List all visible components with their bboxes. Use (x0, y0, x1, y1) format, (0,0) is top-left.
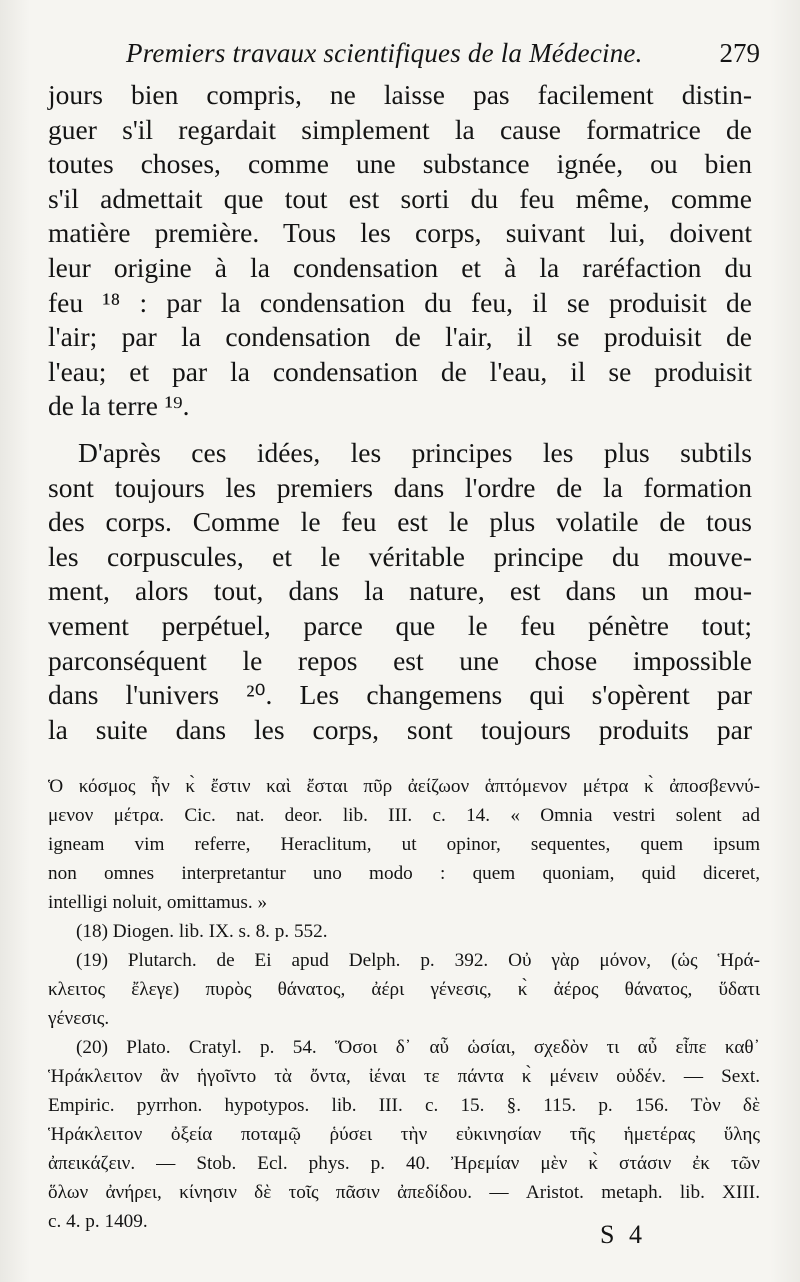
footnotes (48, 772, 760, 1236)
footnote-19: (19) Plutarch. de Ei apud Delph. p. 392. Οὐ γὰρ μόνον, (ὡς Ἡρά- (76, 950, 760, 971)
text-line: la suite dans les corps, sont toujours produits par (48, 713, 752, 745)
signature-mark: S 4 (600, 1220, 646, 1249)
footnote-line: μενον μέτρα. Cic. nat. deor. lib. III. c. 14. « Omnia vestri solent ad (48, 805, 760, 826)
footnote-line: Ὁ κόσμος ἦν κ̀ ἔστιν καὶ ἔσται πῦρ ἀείζωον ἁπτόμενον μέτρα κ̀ ἀποσβεννύ- (48, 776, 760, 797)
text-line: guer s'il regardait simplement la cause formatrice de (48, 113, 752, 145)
text-line: les corpuscules, et le véritable principe du mouve- (48, 540, 752, 572)
footnote-line: Ἡράκλειτον ὀξεία ποταμῷ ῥύσει τὴν εὐκινησίαν τῆς ἡμετέρας ὕλης (48, 1124, 760, 1145)
footnote-line: igneam vim referre, Heraclitum, ut opinor, sequentes, quem ipsum (48, 834, 760, 855)
footnote-line: Ἡράκλειτον ἂν ἡγοῖντο τὰ ὄντα, ἰέναι τε πάντα κ̀ μένειν οὐδέν. — Sext. (48, 1066, 760, 1087)
page-number: 279 (719, 38, 760, 68)
main-text (48, 78, 752, 747)
text-line: dans l'univers ²⁰. Les changemens qui s'opèrent par (48, 679, 752, 711)
text-line: vement perpétuel, parce que le feu pénètre tout; (48, 609, 752, 641)
footnote-line: intelligi noluit, omittamus. » (48, 892, 268, 913)
footnote-line: ἀπεικάζειν. — Stob. Ecl. phys. p. 40. Ἠρεμίαν μὲν κ̀ στάσιν ἐκ τῶν (48, 1153, 760, 1174)
text-line: D'après ces idées, les principes les plus subtils (78, 436, 752, 468)
page-header (48, 38, 760, 74)
text-line: leur origine à la condensation et à la raréfaction du (48, 251, 752, 283)
text-line: l'eau; et par la condensation de l'eau, il se produisit (48, 355, 752, 387)
text-line: ment, alors tout, dans la nature, est dans un mou- (48, 575, 752, 607)
text-line: feu ¹⁸ : par la condensation du feu, il se produisit de (48, 286, 752, 318)
footnote-line: κλειτος ἔλεγε) πυρὸς θάνατος, ἀέρι γένεσις, κ̀ ἀέρος θάνατος, ὕδατι (48, 979, 760, 1000)
text-line: matière première. Tous les corps, suivant lui, doivent (48, 217, 752, 249)
text-line: sont toujours les premiers dans l'ordre de la formation (48, 471, 752, 503)
footnote-line: γένεσις. (48, 1008, 110, 1029)
running-title: Premiers travaux scientifiques de la Médecine. (126, 38, 643, 68)
text-line: des corps. Comme le feu est le plus volatile de tous (48, 506, 752, 538)
text-line: toutes choses, comme une substance ignée, ou bien (48, 148, 752, 180)
footnote-line: ὅλων ἀνήρει, κίνησιν δὲ τοῖς πᾶσιν ἀπεδίδου. — Aristot. metaph. lib. XIII. (48, 1182, 760, 1203)
footnote-line: Empiric. pyrrhon. hypotypos. lib. III. c. 15. §. 115. p. 156. Τὸν δὲ (48, 1095, 760, 1116)
footnote-20: (20) Plato. Cratyl. p. 54. Ὅσοι δ᾽ αὖ ὡσίαι, σχεδὸν τι αὖ εἶπε καθ᾽ (76, 1037, 760, 1058)
text-line: l'air; par la condensation de l'air, il se produisit de (48, 321, 752, 353)
footnote-18: (18) Diogen. lib. IX. s. 8. p. 552. (76, 921, 328, 942)
text-line: de la terre ¹⁹. (48, 390, 190, 422)
footnote-line: c. 4. p. 1409. (48, 1211, 148, 1232)
footnote-line: non omnes interpretantur uno modo : quem quoniam, quid diceret, (48, 863, 760, 884)
text-line: s'il admettait que tout est sorti du feu même, comme (48, 182, 752, 214)
text-line: parconséquent le repos est une chose impossible (48, 644, 752, 676)
text-line: jours bien compris, ne laisse pas facilement distin- (48, 79, 752, 110)
